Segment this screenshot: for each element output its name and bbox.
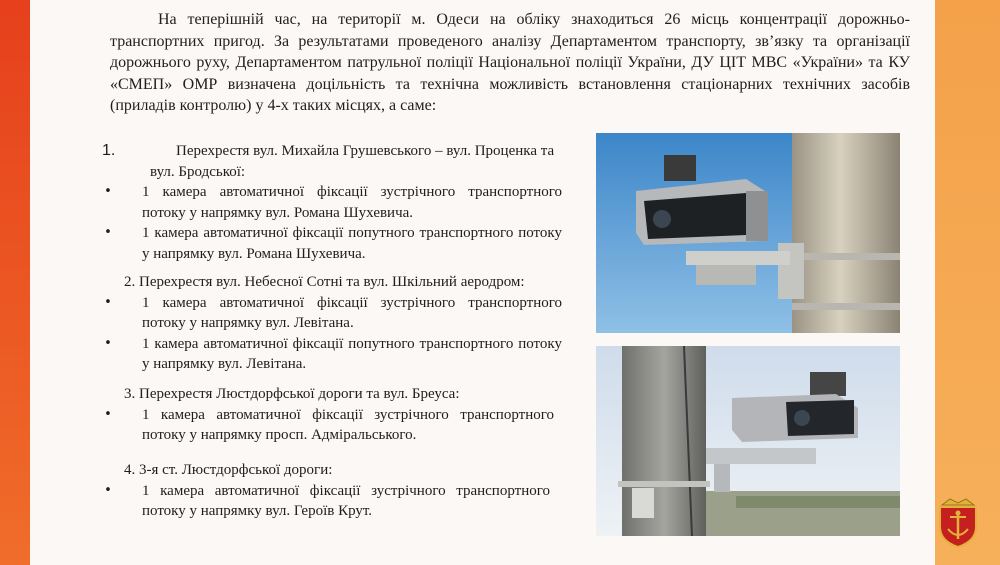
bullet-icon: • [104,335,112,351]
section-1 [102,141,562,264]
bullet-icon: • [104,406,112,422]
section-1-bullet-2 [102,223,562,264]
bullet-text: 1 камера автоматичної фіксації зустрічного транспортного потоку у напрямку вул. Героїв Крут. [142,482,550,519]
section-1-heading-text: Перехрестя вул. Михайла Грушевського – вул. Проценка та вул. Бродської: [150,143,555,180]
bullet-text: 1 камера автоматичної фіксації зустрічного транспортного потоку у напрямку вул. Романа Шухевича. [142,184,562,221]
section-1-bullet-1 [102,182,562,223]
bullet-text: 1 камера автоматичної фіксації попутного транспортного потоку у напрямку вул. Левітана. [142,335,562,372]
bullet-text: 1 камера автоматичної фіксації зустрічного транспортного потоку у напрямку просп. Адміральського. [142,406,554,443]
section-4 [102,460,550,522]
bullet-text: 1 камера автоматичної фіксації зустрічного транспортного потоку у напрямку вул. Левітана. [142,294,562,331]
bullet-icon: • [104,225,112,240]
bullet-icon: • [104,184,112,199]
section-3 [102,384,554,446]
section-1-heading [102,141,562,182]
right-orange-band [935,0,1000,565]
section-2-bullet-1 [102,293,562,334]
traffic-camera-photo-2 [596,346,900,536]
odesa-coat-of-arms-icon [934,495,982,549]
section-4-heading: 4. 3-я ст. Люстдорфської дороги: [124,462,333,478]
section-2 [102,272,562,375]
section-1-number: 1. [102,142,116,159]
camera-photo-2-icon [596,346,900,536]
section-2-bullet-2 [102,334,562,375]
section-3-heading: 3. Перехрестя Люстдорфської дороги та вул. Бреуса: [124,386,460,402]
traffic-camera-photo-1 [596,133,900,333]
section-3-bullet-1 [102,405,554,446]
bullet-icon: • [104,482,112,498]
bullet-text: 1 камера автоматичної фіксації попутного транспортного потоку у напрямку вул. Романа Шухевича. [142,225,562,262]
intro-paragraph: На теперішній час, на території м. Одеси на обліку знаходиться 26 місць концентрації дорожньо-транспортних пригод. За результатами проведеного аналізу Департаментом транспорту, зв’язку та організації дорожнього руху, Департаментом патрульної поліції Національної поліції України, ДУ ЦІТ МВС «України» та КУ «СМЕП» ОМР визначена доцільність та технічна можливість встановлення стаціонарних технічних засобів (приладів контролю) у 4-х таких місцях, а саме: [110,11,910,114]
section-4-bullet-1 [102,481,550,522]
camera-photo-1-icon [596,133,900,333]
bullet-icon: • [104,294,112,310]
section-2-heading: 2. Перехрестя вул. Небесної Сотні та вул. Шкільний аеродром: [124,274,525,290]
